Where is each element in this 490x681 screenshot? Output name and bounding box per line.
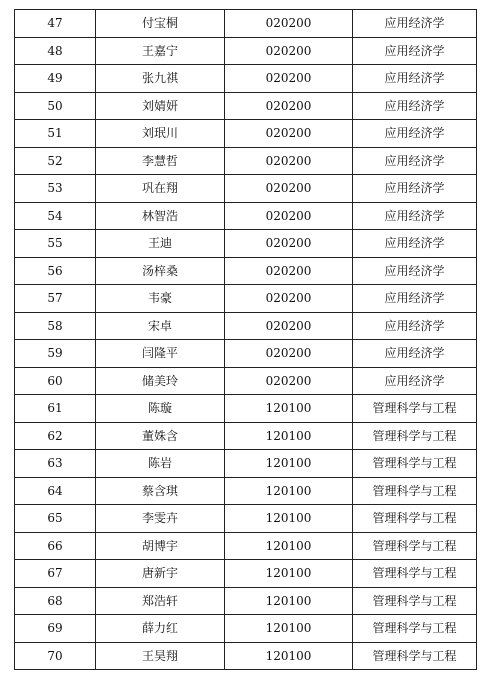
major-name-cell: 管理科学与工程 [353, 532, 477, 560]
table-row [15, 477, 477, 505]
major-code-cell: 120100 [225, 422, 353, 450]
student-name-cell: 汤梓桑 [96, 257, 225, 285]
table-row [15, 312, 477, 340]
student-name-cell: 蔡含琪 [96, 477, 225, 505]
major-name-cell: 应用经济学 [353, 202, 477, 230]
major-code-cell: 020200 [225, 10, 353, 38]
major-code-cell: 120100 [225, 477, 353, 505]
table-row [15, 285, 477, 313]
major-code-cell: 120100 [225, 395, 353, 423]
major-name-cell: 应用经济学 [353, 175, 477, 203]
table-row [15, 422, 477, 450]
student-name-cell: 刘婧妍 [96, 92, 225, 120]
major-name-cell: 应用经济学 [353, 147, 477, 175]
row-number-cell: 60 [15, 367, 96, 395]
admission-list-table-wrapper [14, 9, 476, 670]
row-number-cell: 63 [15, 450, 96, 478]
major-code-cell: 020200 [225, 230, 353, 258]
major-name-cell: 应用经济学 [353, 65, 477, 93]
row-number-cell: 64 [15, 477, 96, 505]
table-row [15, 65, 477, 93]
table-row [15, 395, 477, 423]
student-name-cell: 胡博宇 [96, 532, 225, 560]
student-name-cell: 闫隆平 [96, 340, 225, 368]
major-name-cell: 应用经济学 [353, 257, 477, 285]
row-number-cell: 55 [15, 230, 96, 258]
major-code-cell: 020200 [225, 257, 353, 285]
student-name-cell: 王嘉宁 [96, 37, 225, 65]
row-number-cell: 56 [15, 257, 96, 285]
major-name-cell: 应用经济学 [353, 92, 477, 120]
student-name-cell: 宋卓 [96, 312, 225, 340]
major-code-cell: 120100 [225, 642, 353, 670]
major-name-cell: 管理科学与工程 [353, 450, 477, 478]
table-row [15, 367, 477, 395]
major-code-cell: 020200 [225, 120, 353, 148]
major-code-cell: 020200 [225, 312, 353, 340]
row-number-cell: 70 [15, 642, 96, 670]
table-row [15, 37, 477, 65]
student-name-cell: 王迪 [96, 230, 225, 258]
major-code-cell: 120100 [225, 560, 353, 588]
row-number-cell: 59 [15, 340, 96, 368]
major-name-cell: 管理科学与工程 [353, 505, 477, 533]
student-name-cell: 李慧哲 [96, 147, 225, 175]
major-name-cell: 管理科学与工程 [353, 642, 477, 670]
student-name-cell: 储美玲 [96, 367, 225, 395]
table-row [15, 92, 477, 120]
table-body [15, 10, 477, 670]
table-row [15, 120, 477, 148]
student-name-cell: 董姝含 [96, 422, 225, 450]
major-code-cell: 120100 [225, 532, 353, 560]
table-row [15, 587, 477, 615]
table-row [15, 202, 477, 230]
major-code-cell: 020200 [225, 367, 353, 395]
major-name-cell: 应用经济学 [353, 10, 477, 38]
row-number-cell: 57 [15, 285, 96, 313]
student-name-cell: 林智浩 [96, 202, 225, 230]
student-name-cell: 陈岩 [96, 450, 225, 478]
row-number-cell: 54 [15, 202, 96, 230]
row-number-cell: 50 [15, 92, 96, 120]
row-number-cell: 66 [15, 532, 96, 560]
row-number-cell: 61 [15, 395, 96, 423]
table-row [15, 615, 477, 643]
major-code-cell: 120100 [225, 505, 353, 533]
major-code-cell: 020200 [225, 340, 353, 368]
student-name-cell: 薛力红 [96, 615, 225, 643]
student-name-cell: 巩在翔 [96, 175, 225, 203]
row-number-cell: 69 [15, 615, 96, 643]
row-number-cell: 67 [15, 560, 96, 588]
student-name-cell: 王昊翔 [96, 642, 225, 670]
major-code-cell: 020200 [225, 37, 353, 65]
major-code-cell: 020200 [225, 175, 353, 203]
table-row [15, 340, 477, 368]
row-number-cell: 51 [15, 120, 96, 148]
student-name-cell: 李雯卉 [96, 505, 225, 533]
student-name-cell: 陈璇 [96, 395, 225, 423]
row-number-cell: 62 [15, 422, 96, 450]
major-name-cell: 应用经济学 [353, 367, 477, 395]
admission-list-table [14, 9, 477, 670]
major-code-cell: 020200 [225, 285, 353, 313]
row-number-cell: 47 [15, 10, 96, 38]
row-number-cell: 49 [15, 65, 96, 93]
table-row [15, 532, 477, 560]
row-number-cell: 65 [15, 505, 96, 533]
student-name-cell: 刘珉川 [96, 120, 225, 148]
major-name-cell: 应用经济学 [353, 120, 477, 148]
table-row [15, 147, 477, 175]
major-name-cell: 应用经济学 [353, 285, 477, 313]
major-code-cell: 020200 [225, 202, 353, 230]
row-number-cell: 58 [15, 312, 96, 340]
major-code-cell: 020200 [225, 92, 353, 120]
table-row [15, 450, 477, 478]
major-name-cell: 管理科学与工程 [353, 422, 477, 450]
table-row [15, 175, 477, 203]
student-name-cell: 唐新宇 [96, 560, 225, 588]
major-name-cell: 管理科学与工程 [353, 560, 477, 588]
student-name-cell: 付宝桐 [96, 10, 225, 38]
row-number-cell: 53 [15, 175, 96, 203]
table-row [15, 10, 477, 38]
student-name-cell: 韦豪 [96, 285, 225, 313]
major-name-cell: 应用经济学 [353, 37, 477, 65]
major-name-cell: 管理科学与工程 [353, 615, 477, 643]
table-row [15, 642, 477, 670]
table-row [15, 560, 477, 588]
major-name-cell: 应用经济学 [353, 312, 477, 340]
major-code-cell: 020200 [225, 147, 353, 175]
major-code-cell: 120100 [225, 587, 353, 615]
major-name-cell: 管理科学与工程 [353, 477, 477, 505]
major-name-cell: 管理科学与工程 [353, 587, 477, 615]
major-code-cell: 020200 [225, 65, 353, 93]
student-name-cell: 张九祺 [96, 65, 225, 93]
row-number-cell: 48 [15, 37, 96, 65]
major-code-cell: 120100 [225, 615, 353, 643]
major-name-cell: 管理科学与工程 [353, 395, 477, 423]
student-name-cell: 郑浩轩 [96, 587, 225, 615]
table-row [15, 257, 477, 285]
table-row [15, 230, 477, 258]
major-code-cell: 120100 [225, 450, 353, 478]
row-number-cell: 68 [15, 587, 96, 615]
major-name-cell: 应用经济学 [353, 340, 477, 368]
major-name-cell: 应用经济学 [353, 230, 477, 258]
table-row [15, 505, 477, 533]
row-number-cell: 52 [15, 147, 96, 175]
